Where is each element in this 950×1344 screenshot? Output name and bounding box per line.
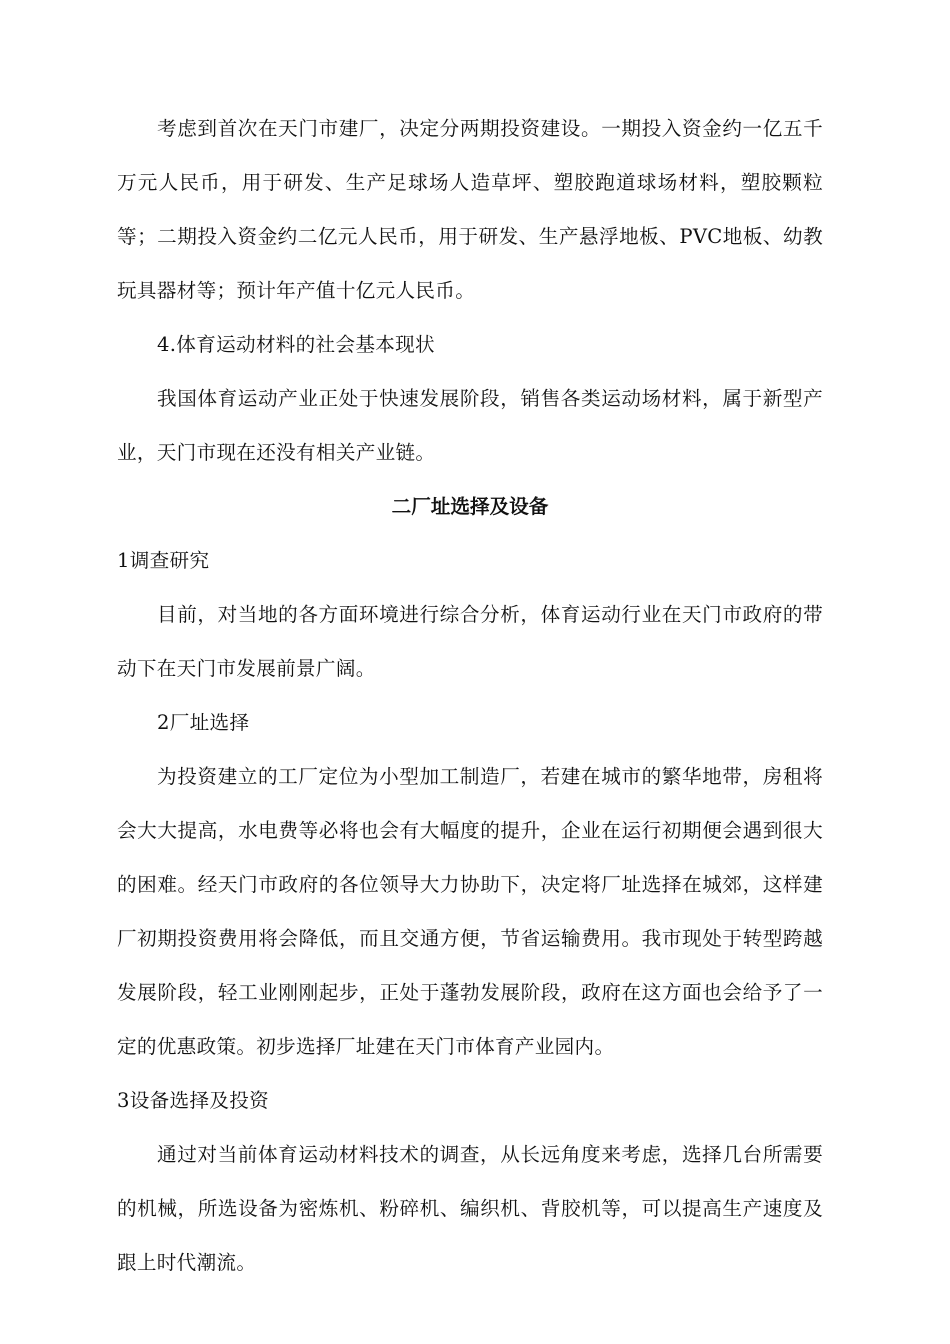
paragraph-industry-status: 我国体育运动产业正处于快速发展阶段，销售各类运动场材料，属于新型产业，天门市现在还没有相关产业链。 [117,387,823,464]
paragraph-equipment: 通过对当前体育运动材料技术的调查，从长远角度来考虑，选择几台所需要的机械，所选设备为密炼机、粉碎机、编织机、背胶机等，可以提高生产速度及跟上时代潮流。 [117,1143,823,1274]
paragraph-investment-phases: 考虑到首次在天门市建厂，决定分两期投资建设。一期投入资金约一亿五千万元人民币，用于研发、生产足球场人造草坪、塑胶跑道球场材料，塑胶颗粒等；二期投入资金约二亿元人民币，用于研发、生产悬浮地板、PVC地板、幼教玩具器材等；预计年产值十亿元人民币。 [117,117,823,302]
document-page [117,102,823,1290]
paragraph-site-selection: 为投资建立的工厂定位为小型加工制造厂，若建在城市的繁华地带，房租将会大大提高，水电费等必将也会有大幅度的提升，企业在运行初期便会遇到很大的困难。经天门市政府的各位领导大力协助下，决定将厂址选择在城郊，这样建厂初期投资费用将会降低，而且交通方便，节省运输费用。我市现处于转型跨越发展阶段，轻工业刚刚起步，正处于蓬勃发展阶段，政府在这方面也会给予了一定的优惠政策。初步选择厂址建在天门市体育产业园内。 [117,765,823,1058]
paragraph-research: 目前，对当地的各方面环境进行综合分析，体育运动行业在天门市政府的带动下在天门市发展前景广阔。 [117,603,823,680]
subheading-social-status: 4.体育运动材料的社会基本现状 [157,333,435,356]
subheading-equipment: 3设备选择及投资 [117,1089,270,1112]
subheading-research: 1调查研究 [117,549,210,572]
subheading-site-selection: 2厂址选择 [157,711,250,734]
section-title: 二厂址选择及设备 [391,495,549,518]
